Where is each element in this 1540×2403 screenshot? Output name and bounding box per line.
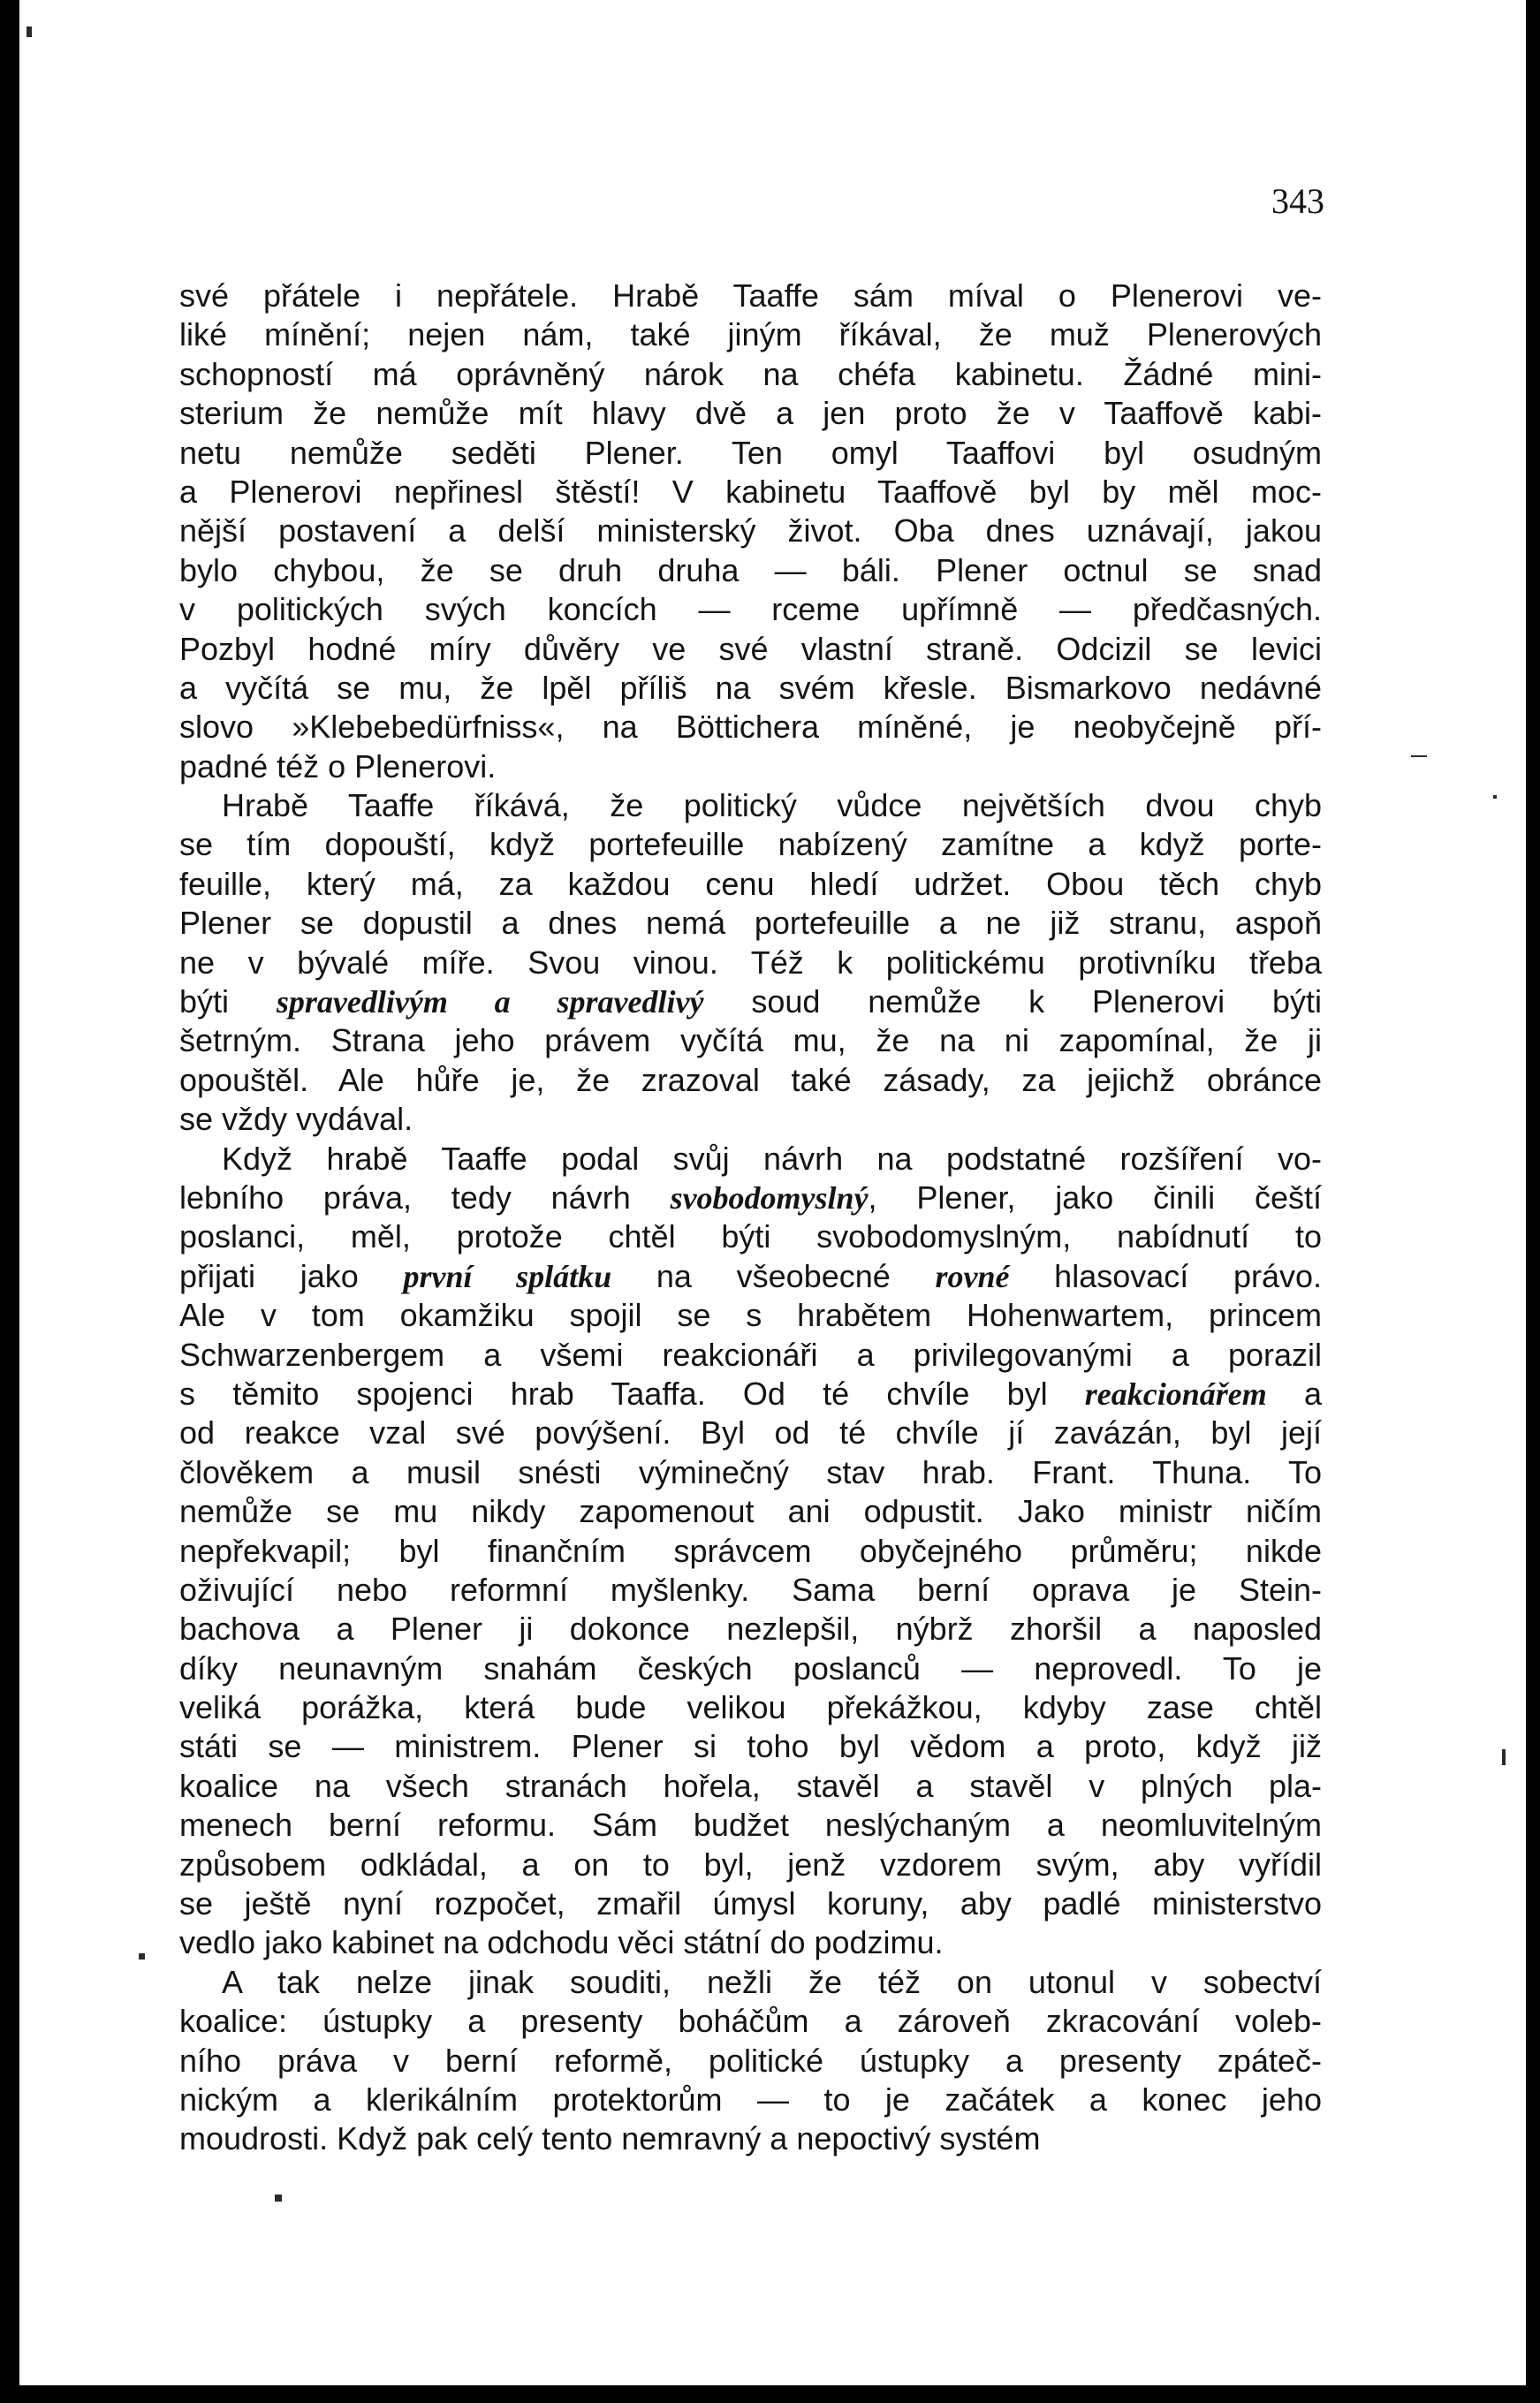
paragraph <box>179 1963 1322 2159</box>
paragraph <box>179 1140 1322 1963</box>
text-line: schopností má oprávněný nárok na chéfa kabinetu. Žádné mini- <box>179 355 1322 392</box>
text-line: své přátele i nepřátele. Hrabě Taaffe sám míval o Plenerovi ve- <box>179 277 1322 314</box>
paragraph <box>179 277 1322 786</box>
text-line: v politických svých koncích — rceme upřímně — předčasných. <box>179 591 1322 628</box>
text-line: koalice na všech stranách hořela, stavěl a stavěl v plných pla- <box>179 1767 1322 1804</box>
text-line: ního práva v berní reformě, politické ústupky a presenty zpáteč- <box>179 2042 1322 2079</box>
emphasized-text: spravedlivým a spravedlivý <box>276 984 704 1020</box>
text-line: člověkem a musil snésti výminečný stav hrab. Frant. Thuna. To <box>179 1453 1322 1490</box>
text-line: moudrosti. Když pak celý tento nemravný a nepoctivý systém <box>179 2120 1041 2157</box>
text-line: nickým a klerikálním protektorům — to je začátek a konec jeho <box>179 2081 1322 2118</box>
scan-speck <box>27 27 32 37</box>
text-line: nemůže se mu nikdy zapomenout ani odpustit. Jako ministr ničím <box>179 1493 1322 1530</box>
scan-speck <box>275 2195 282 2202</box>
text-line: bylo chybou, že se druh druha — báli. Plener octnul se snad <box>179 551 1322 588</box>
emphasized-text: první splátku <box>403 1258 612 1294</box>
text-line: veliká porážka, která bude velikou překážkou, kdyby zase chtěl <box>179 1689 1322 1726</box>
text-line: A tak nelze jinak souditi, nežli že též on utonul v sobectví <box>222 1963 1322 2000</box>
text-line: ne v bývalé míře. Svou vinou. Též k politickému protivníku třeba <box>179 944 1322 981</box>
text-line: se vždy vydával. <box>179 1101 413 1138</box>
text-line: a vyčítá se mu, že lpěl příliš na svém křesle. Bismarkovo nedávné <box>179 669 1322 706</box>
text-line: bachova a Plener ji dokonce nezlepšil, nýbrž zhoršil a naposled <box>179 1611 1322 1648</box>
scan-speck <box>1502 1749 1506 1765</box>
text-line <box>179 1257 1322 1296</box>
text-line: se ještě nyní rozpočet, zmařil úmysl koruny, aby padlé ministerstvo <box>179 1885 1322 1922</box>
text-line: se tím dopouští, když portefeuille nabízený zamítne a když porte- <box>179 826 1322 863</box>
text-line: Pozbyl hodné míry důvěry ve své vlastní straně. Odcizil se levici <box>179 630 1322 667</box>
text-line: slovo »Klebebedürfniss«, na Böttichera míněné, je neobyčejně pří- <box>179 709 1322 746</box>
text-line: Plener se dopustil a dnes nemá portefeuille a ne již stranu, aspoň <box>179 905 1322 942</box>
text-line: Schwarzenbergem a všemi reakcionáři a privilegovanými a porazil <box>179 1336 1322 1373</box>
text-line: padné též o Plenerovi. <box>179 747 497 785</box>
text-segment: lebního práva, tedy návrh <box>179 1179 671 1216</box>
text-line <box>179 1179 1322 1217</box>
text-line: díky neunavným snahám českých poslanců — neprovedl. To je <box>179 1649 1322 1687</box>
text-line: nější postavení a delší ministerský život. Oba dnes uznávají, jakou <box>179 512 1322 550</box>
text-line: šetrným. Strana jeho právem vyčítá mu, že na ni zapomínal, že ji <box>179 1022 1322 1059</box>
text-line: a Plenerovi nepřinesl štěstí! V kabinetu Taaffově byl by měl moc- <box>179 473 1322 510</box>
text-line: vedlo jako kabinet na odchodu věci státní do podzimu. <box>179 1924 944 1961</box>
emphasized-text: reakcionářem <box>1084 1376 1267 1412</box>
text-line: netu nemůže seděti Plener. Ten omyl Taaffovi byl osudným <box>179 434 1322 471</box>
text-line: Když hrabě Taaffe podal svůj návrh na podstatné rozšíření vo- <box>222 1140 1322 1177</box>
text-line: Hrabě Taaffe říkává, že politický vůdce největších dvou chyb <box>222 787 1322 824</box>
text-line: nepřekvapil; byl finančním správcem obyčejného průměru; nikde <box>179 1532 1322 1569</box>
text-segment: na všeobecné <box>611 1257 936 1294</box>
book-page <box>19 0 1526 2385</box>
scan-speck <box>139 1953 145 1960</box>
text-segment: přijati jako <box>179 1257 404 1294</box>
text-segment: a <box>1266 1375 1322 1412</box>
text-segment: s těmito spojenci hrab Taaffa. Od té chvíle byl <box>179 1375 1085 1412</box>
emphasized-text: svobodomyslný <box>670 1179 869 1216</box>
text-line: státi se — ministrem. Plener si toho byl vědom a proto, když již <box>179 1728 1322 1765</box>
paragraph <box>179 786 1322 1140</box>
emphasized-text: rovné <box>935 1258 1010 1294</box>
text-segment: hlasovací právo. <box>1009 1257 1322 1294</box>
page-number: 343 <box>1271 181 1324 221</box>
text-line <box>179 982 1322 1021</box>
text-line: poslanci, měl, protože chtěl býti svobodomyslným, nabídnutí to <box>179 1218 1322 1255</box>
text-line: oživující nebo reformní myšlenky. Sama berní oprava je Stein- <box>179 1571 1322 1608</box>
text-segment: býti <box>179 983 277 1020</box>
text-segment: soud nemůže k Plenerovi býti <box>703 983 1322 1020</box>
text-line: způsobem odkládal, a on to byl, jenž vzdorem svým, aby vyřídil <box>179 1846 1322 1883</box>
text-line: liké mínění; nejen nám, také jiným říkával, že muž Plenerových <box>179 316 1322 353</box>
text-line <box>179 1375 1322 1414</box>
scan-speck <box>1411 755 1427 757</box>
body-text <box>179 277 1322 2159</box>
text-line: od reakce vzal své povýšení. Byl od té chvíle jí zavázán, byl její <box>179 1414 1322 1452</box>
text-line: opouštěl. Ale hůře je, že zrazoval také zásady, za jejichž obránce <box>179 1061 1322 1098</box>
text-line: sterium že nemůže mít hlavy dvě a jen proto že v Taaffově kabi- <box>179 395 1322 432</box>
text-line: feuille, který má, za každou cenu hledí udržet. Obou těch chyb <box>179 865 1322 902</box>
text-line: menech berní reformu. Sám budžet neslýchaným a neomluvitelným <box>179 1807 1322 1844</box>
text-line: koalice: ústupky a presenty boháčům a zároveň zkracování voleb- <box>179 2003 1322 2040</box>
text-line: Ale v tom okamžiku spojil se s hrabětem Hohenwartem, princem <box>179 1297 1322 1334</box>
text-segment: , Plener, jako činili čeští <box>868 1179 1322 1216</box>
scan-speck <box>1493 795 1497 799</box>
